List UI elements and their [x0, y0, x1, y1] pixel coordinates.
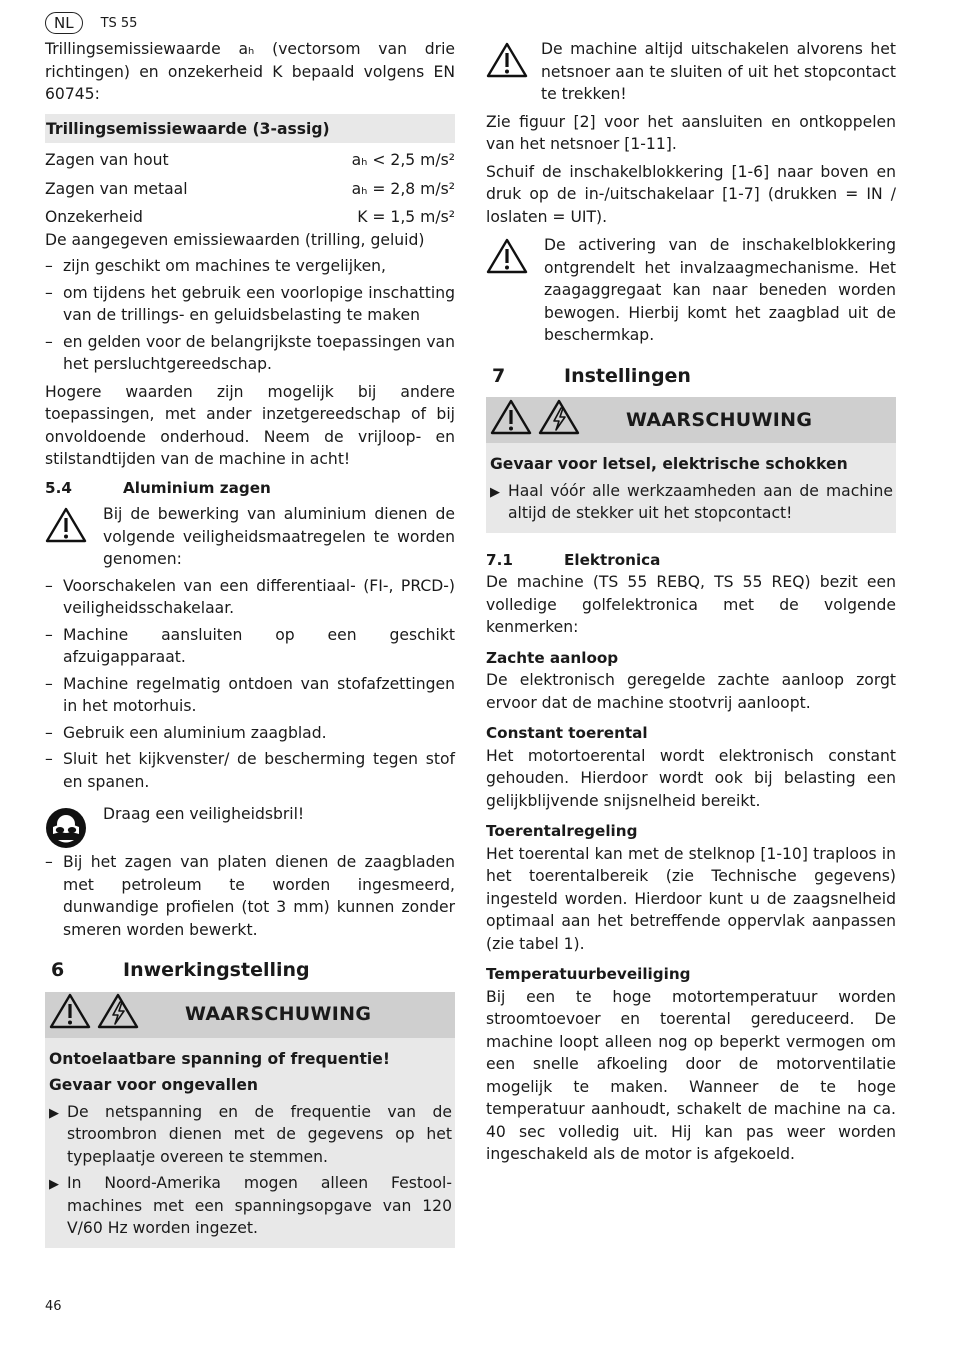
emission-intro: De aangegeven emissiewaarden (trilling, geluid) [45, 230, 425, 249]
soft-start-paragraph: De elektronisch geregelde zachte aanloop zorgt ervoor dat de machine stootvrij aanloopt. [486, 671, 896, 712]
switch-off-warning: De machine altijd uitschakelen alvorens het netsnoer aan te sluiten of uit het stopcontact te trekken! [486, 38, 896, 106]
language-badge: NL [45, 12, 83, 34]
figure-reference: Zie figuur [2] voor het aansluiten en ontkoppelen van het netsnoer [1-11]. [486, 112, 896, 153]
list-item: ▶ De netspanning en de frequentie van de stroombron dienen met de gegevens op het typeplaatje overeen te stemmen. [49, 1102, 452, 1166]
higher-values-paragraph: Hogere waarden zijn mogelijk bij andere toepassingen, met ander inzetgereedschap of bij onvoldoende onderhoud. Neem de vrijloop- en stilstandtijden van de machine in acht! [45, 382, 455, 468]
list-item: – zijn geschikt om machines te vergelijken, [45, 257, 386, 275]
warning-line: Ontoelaatbare spanning of frequentie! [49, 1049, 390, 1068]
warning-triangle-icon [486, 38, 541, 106]
row-label: Zagen van metaal [45, 179, 188, 198]
warning-header [486, 397, 896, 443]
warning-triangle-icon [490, 399, 532, 442]
list-item: – Bij het zagen van platen dienen de zaagbladen met petroleum te worden ingesmeerd, dunwandige profielen (tot 3 mm) kunnen zonder smeren worden bewerkt. [45, 853, 455, 939]
subheading: Temperatuurbeveiliging [486, 965, 691, 983]
list-item: – om tijdens het gebruik een voorlopige inschatting van de trillings- en geluidsbelasting te maken [45, 283, 455, 324]
row-value: K = 1,5 m/s² [357, 208, 455, 226]
warning-triangle-icon [486, 234, 544, 347]
safety-goggles-icon [45, 803, 103, 847]
table-row [45, 149, 455, 172]
vibration-table-title: Trillingsemissiewaarde (3-assig) [45, 114, 455, 144]
switch-instructions: Schuif de inschakelblokkering [1-6] naar boven en druk op de in-/uitschakelaar [1-7] (drukken = IN / loslaten = UIT). [486, 162, 896, 226]
constant-speed-paragraph: Het motortoerental wordt elektronisch constant gehouden. Hierdoor wordt ook bij belasting een gelijkblijvende snijsnelheid bereikt. [486, 746, 896, 810]
warning-box [45, 992, 455, 1248]
warning-triangle-icon [45, 503, 103, 571]
list-item: ▶ In Noord-Amerika mogen alleen Festool-machines met een spanningsopgave van 120 V/60 Hz worden ingezet. [49, 1174, 452, 1237]
right-column [486, 38, 896, 1166]
warning-title: WAARSCHUWING [626, 408, 813, 431]
electric-shock-icon [97, 993, 139, 1036]
warning-header [45, 992, 455, 1038]
temperature-paragraph: Bij een te hoge motortemperatuur worden stroomtoevoer en toerental gereduceerd. De machine loopt alleen nog op beperkt vermogen om een snelle afkoeling door de motorventilatie mogelijk te maken. Wanneer de te hoge temperatuur aanhoudt, schakelt de machine na ca. 40 sec volledig uit. Hij kan pas weer worden ingeschakeld als de motor is afgekoeld. [486, 987, 896, 1163]
section-heading: 7.1 Elektronica [486, 550, 661, 569]
row-value: aₕ < 2,5 m/s² [351, 151, 455, 169]
list-item: – Machine aansluiten op een geschikt afzuigapparaat. [45, 625, 455, 666]
list-item: ▶ Haal vóór alle werkzaamheden aan de machine altijd de stekker uit het stopcontact! [490, 481, 893, 522]
warning-title: WAARSCHUWING [185, 1003, 372, 1026]
list-item: – Machine regelmatig ontdoen van stofafzettingen in het motorhuis. [45, 674, 455, 715]
page-number: 46 [45, 1299, 62, 1314]
warning-box [486, 397, 896, 533]
subheading: Toerentalregeling [486, 822, 638, 840]
left-column [45, 38, 455, 1248]
activation-warning: De activering van de inschakelblokkering ontgrendelt het invalzaagmechanisme. Het zaagaggregaat kan naar beneden worden bewogen. Hierbij komt het zaagblad uit de beschermkap. [486, 234, 896, 347]
page-header [45, 12, 137, 34]
warning-line: Gevaar voor letsel, elektrische schokken [490, 455, 848, 473]
goggles-notice: Draag een veiligheidsbril! [45, 803, 455, 847]
warning-line: Gevaar voor ongevallen [49, 1076, 259, 1094]
row-label: Onzekerheid [45, 208, 143, 226]
aluminium-warning: Bij de bewerking van aluminium dienen de volgende veiligheidsmaatregelen te worden genomen: [45, 503, 455, 571]
row-value: aₕ = 2,8 m/s² [351, 179, 455, 198]
speed-control-paragraph: Het toerental kan met de stelknop [1-10] traploos in het toerentalbereik (zie Technische gegevens) ingesteld worden. Hierdoor kunt u de zaagsnelheid optimaal aan het betreffende oppervlak aanpassen (zie tabel 1). [486, 844, 896, 953]
table-row [45, 178, 455, 201]
list-item: – Gebruik een aluminium zaagblad. [45, 723, 327, 742]
model-name: TS 55 [100, 15, 138, 31]
list-item: – en gelden voor de belangrijkste toepassingen van het persluchtgereedschap. [45, 332, 455, 373]
section-heading: 6 Inwerkingstelling [51, 959, 310, 981]
vibration-intro: Trillingsemissiewaarde aₕ (vectorsom van drie richtingen) en onzekerheid K bepaald volgens EN 60745: [45, 40, 455, 103]
section-heading: 5.4 Aluminium zagen [45, 478, 271, 497]
subheading: Constant toerental [486, 724, 648, 742]
list-item: – Sluit het kijkvenster/ de bescherming tegen stof en spanen. [45, 750, 455, 791]
electric-shock-icon [538, 399, 580, 442]
subheading: Zachte aanloop [486, 648, 619, 667]
table-row [45, 206, 455, 229]
list-item: – Voorschakelen van een differentiaal- (FI-, PRCD-) veiligheidsschakelaar. [45, 576, 455, 617]
warning-triangle-icon [49, 993, 91, 1036]
electronics-paragraph: De machine (TS 55 REBQ, TS 55 REQ) bezit een volledige golfelektronica met de volgende kenmerken: [486, 573, 896, 636]
row-label: Zagen van hout [45, 151, 169, 169]
section-heading: 7 Instellingen [492, 364, 691, 387]
